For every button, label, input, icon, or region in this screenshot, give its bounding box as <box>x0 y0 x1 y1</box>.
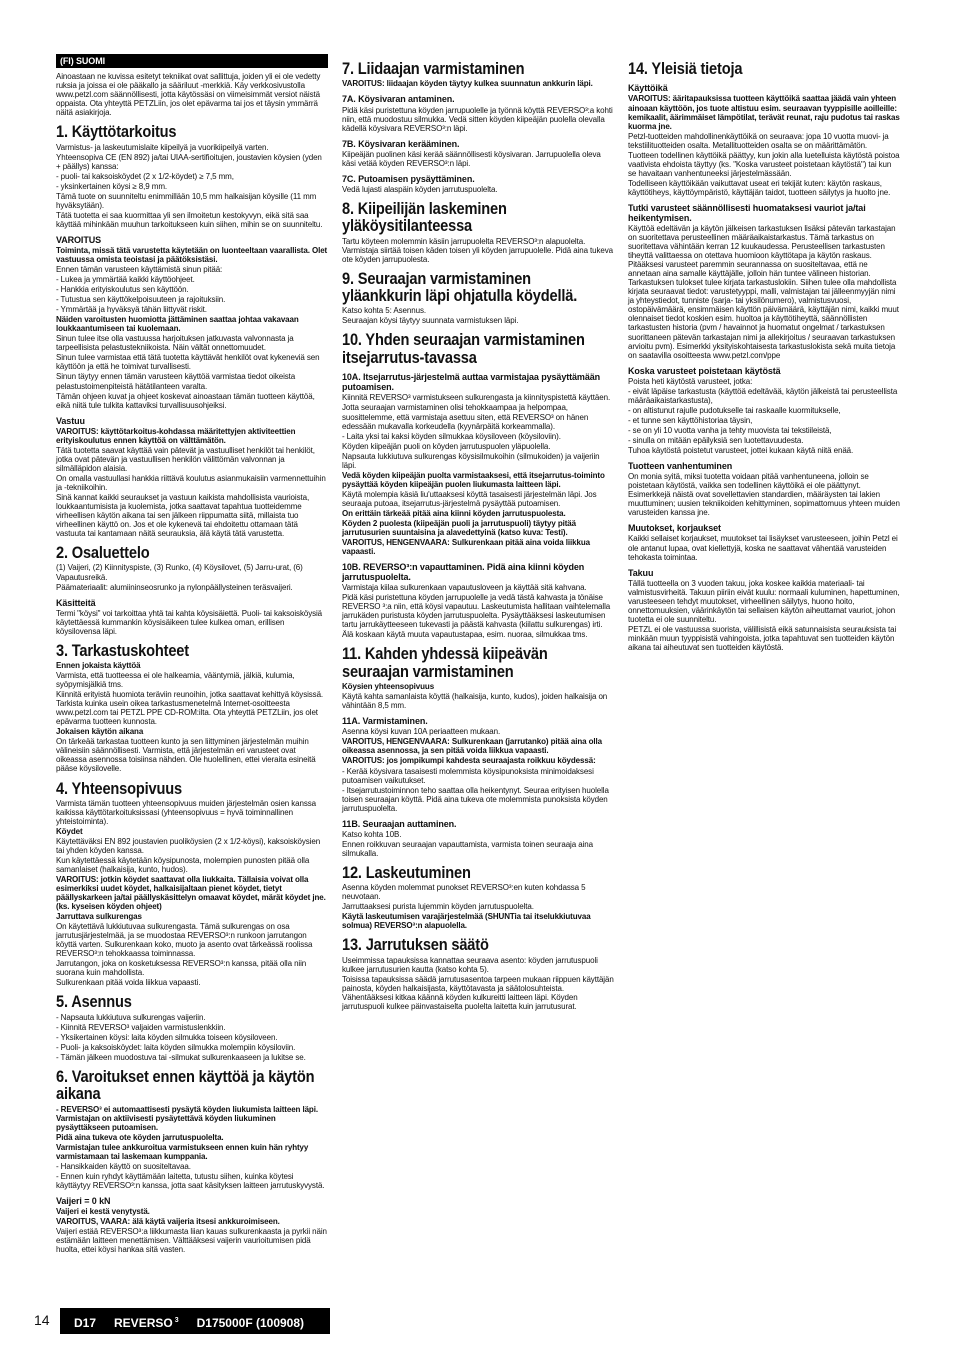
subsection-heading: Muutokset, korjaukset <box>628 523 721 534</box>
subsection-heading: 7C. Putoamisen pysäyttäminen. <box>342 173 475 184</box>
section <box>342 936 614 1011</box>
page-number: 14 <box>34 1312 50 1328</box>
page-footer <box>34 1308 334 1334</box>
paragraph: - yksinkertainen köysi ≥ 8,9 mm. <box>56 181 168 191</box>
section <box>342 139 614 168</box>
paragraph: Pidä aina tukeva ote köyden jarrutuspuolelta. <box>56 1132 224 1142</box>
paragraph: VAROITUS: jos jompikumpi kahdesta seuraajasta roikkuu köydessä: <box>342 756 596 766</box>
paragraph: Käyttöä edeltävän ja käytön jälkeisen tarkastuksen lisäksi pätevän tarkastajan on suoritettava perusteellinen määräaikaistarkastus. Tämä tarkastus on suoritettava vähintään kerran 12 kuukaudessa. Perusteellisen tarkastusten tiheyttä valittaessa on otettava huomioon käyttötapa ja käytön raskaus. Pitääksesi varusteet paremmin seurannassa on suositeltavaa, että ne annetaan aina samalle käyttäjälle, jolloin hän tuntee välineen historian. Tarkastuksen tulokset tulee kirjata tarkastuslokiin. Siihen tulee olla mahdollista kirjata seuraavat tiedot: varustetyyppi, malli, valmistajan tai jälleenmyyjän nimi ja yhteystiedot, tunniste (sarja- tai yksilönumero), valmistusvuosi, ostopäivämäärä, ensimmäisen käyttön päivämäärä, käyttäjän nimi, kaikki muut olennaiset tiedot koskien esim. huoltoa ja käyttötiheyttä, säännöllisten tarkastusten historia (pvm / havainnot ja huomatut ongelmat / tarkastuksen suorittaneen pätevän tarkastajan nimi ja allekirjoitus / seuraavan tarkastuksen arvioitu pvm). Esimerkki yksityiskohtaisesta tarkastuslokista sekä muita tietoja on saatavilla osoitteesta www.petzl.com/ppe <box>628 224 899 360</box>
paragraph: - Laita yksi tai kaksi köyden silmukkaa köysiloveen (köysiloviin). <box>342 431 561 441</box>
section <box>56 642 328 774</box>
paragraph: Toisissa tapauksissa säädä jarrutusasentoa tarpeen mukaan riippuen käyttäjän painosta, köyden halkaisijasta, käyttötavasta ja säätolosuhteista. Vähentääksesi kitkaa käännä köyden kulkureitti laitteen läpi. Köyden jarrutuspuoli kulkee päinvastaiselta puolelta laitetta kuin jarrutusurat. <box>342 974 614 1011</box>
section <box>628 60 900 77</box>
paragraph: Köydet <box>56 826 83 836</box>
paragraph: - on altistunut rajulle pudotukselle tai raskaalle kuormitukselle, <box>628 405 841 415</box>
subsection-heading: Käsitteitä <box>56 597 96 608</box>
paragraph: - Napsauta lukkiutuva sulkurengas vaijeriin. <box>56 1012 206 1022</box>
paragraph: Jarruttaaksesi purista lujemmin köyden jarrutuspuolelta. <box>342 902 534 912</box>
section <box>56 780 328 988</box>
paragraph: Käytä laskeutumisen varajärjestelmää (SHUNTia tai itselukkiutuvaa solmua) REVERSO³:n alapuolella. <box>342 912 591 931</box>
paragraph: Poista heti käytöstä varusteet, jotka: <box>628 376 753 386</box>
section <box>342 716 614 812</box>
paragraph: Kiipeäjän puolinen käsi kerää säännöllisesti köysivaran. Jarrupuolella oleva käsi vetää köyden REVERSO³:n läpi. <box>342 149 601 168</box>
column-2 <box>342 54 614 1017</box>
paragraph: Asenna köyden molemmat punokset REVERSO³:en kuten kohdassa 5 neuvotaan. <box>342 883 586 902</box>
subsection-heading: Tutki varusteet säännöllisesti huomataksesi vauriot ja/tai heikentymisen. <box>628 202 866 223</box>
paragraph: VAROITUS: jotkin köydet saattavat olla liukkaita. Tällaisia voivat olla esimerkiksi uudet köydet, halkaisijaltaan pienet köydet, tietyt päällyskarkeen ja/tai päällyskäsittelyn omaavat köydet, märät köydet jne. (ks. kyseisen köyden ohjeet) <box>56 875 326 912</box>
section <box>56 993 328 1061</box>
paragraph: Köyden 2 puolesta (kiipeäjän puoli ja jarrutuspuoli) täytyy pitää jarrutusurien suuntaisina ja alavedettyinä (katso kuva: Testi). <box>342 518 576 537</box>
paragraph: Käytettäväksi EN 892 joustavien puoliköysien (2 x 1/2-köysi), kaksoisköysien tai yhden köyden kanssa. <box>56 836 321 855</box>
paragraph: Pidä käsi puristettuna köyden jarrupuolelle ja työnnä köyttä REVERSO³:a kohti niin, että muodostuu silmukka. Vedä sitten köyden kiipeäjän puolella olevalla kädellä köysivara REVERSO³:n läpi. <box>342 105 613 133</box>
section-heading: 9. Seuraajan varmistaminen yläankkurin läpi ohjatulla köydellä. <box>342 268 578 306</box>
intro-text: Ainoastaan ne kuvissa esitetyt tekniikat ovat sallittuja, joiden yli ei ole vedetty ruksia ja joissa ei ole pääkallo ja sääriluut -merkkiä. Käy verkkosivustolla www.petzl.com säännöllisesti, jotta käytössäsi on viimeisimmät versiot näistä oppaista. Ota yhteyttä PETZLiin, jos olet epävarma tai jos et täysin ymmärrä näitä asiakirjoja. <box>56 72 321 118</box>
subsection-heading: Käyttöikä <box>628 83 668 94</box>
paragraph: Napsauta lukkiutuva sulkurengas köysisilmukoihin (silmukoiden) ja vaijeriin läpi. <box>342 451 600 470</box>
paragraph: - Puoli- ja kaksoisköydet: laita köyden silmukka molempiin köysiloviin. <box>56 1042 296 1052</box>
section <box>628 203 900 360</box>
paragraph: Katso kohta 5: Asennus. <box>342 306 426 316</box>
subsection-heading: 10B. REVERSO³:n vapauttaminen. Pidä aina kiinni köyden jarrutuspuolelta. <box>342 561 585 583</box>
paragraph: Älä koskaan käytä muuta vapautustapaa, esim. nuoraa, silmukkaa tms. <box>342 630 588 640</box>
paragraph: Yhteensopiva CE (EN 892) ja/tai UIAA-sertifioitujen, joustavien köysien (yden + päällys) kanssa: <box>56 152 322 171</box>
column-3 <box>628 54 900 658</box>
paragraph: Katso kohta 10B. <box>342 829 402 839</box>
paragraph: Vedä lujasti alaspäin köyden jarrutuspuolelta. <box>342 184 498 194</box>
paragraph: Varmista, että tuotteessa ei ole halkeamia, vääntymiä, jälkiä, kulumia, syöpymisjälkiä tms. <box>56 671 295 690</box>
paragraph: - Kiinnitä REVERSO³ valjaiden varmistuslenkkiin. <box>56 1022 226 1032</box>
footer-bar <box>60 1308 330 1334</box>
section <box>56 235 328 410</box>
footer-product <box>114 1316 179 1330</box>
paragraph: VAROITUS, VAARA: älä käytä vaijeria itsesi ankkuroimiseen. <box>56 1217 280 1227</box>
section <box>342 60 614 88</box>
subsection-heading: 11B. Seuraajan auttaminen. <box>342 818 457 829</box>
paragraph: Pidä käsi puristettuna köyden jarrupuolelle ja vedä tästä kahvasta ja tönäise REVERSO ³:a niin, että köysi vapautuu. Laskeutumista hallitaan vaihtelemalla jarrukäden puristusta köyden jarrutuspuolelta. Pysäyttääksesi laskeutumisen tartu jarrukäytteeseen tukevasti ja päästä kahvasta (kiilattu sulkurengas) irti. <box>342 593 611 630</box>
paragraph: Sinun tulee itse olla vastuussa harjoituksen jatkuvasta valvonnasta ja tarpeellisista pelastustekniikoista. Näin vältät onnettomuudet. <box>56 334 294 353</box>
paragraph: Asenna köysi kuvan 10A periaatteen mukaan. <box>342 727 501 737</box>
paragraph: Todelliseen käyttöikään vaikuttavat useat eri tekijät kuten: käytön raskaus, käyttötiheys, käyttöympäristö, käyttäjän taidot, tuotteen säilytys ja huolto jne. <box>628 178 891 197</box>
paragraph: Sinä kannat kaikki seuraukset ja vastuun kaikista mahdollisista vaurioista, loukkaantumisista ja kuolemista, jotka saattavat tapahtua tuotteidemme virheellisen käytön aikana tai sen jälkeen riippumatta siitä, millaista tuo virheellinen käyttö on. Jos et ole kykenevä tai ehdoitettu ottamaan tätä vastuuta tai kantamaan näitä seurauksia, älä käytä tätä varustetta. <box>56 492 310 539</box>
paragraph: VAROITUS: ääritapauksissa tuotteen käyttöikä saattaa jäädä vain yhteen ainoaan käyttöön, jos tuote altistuu esim. seuraavan tyyppisille aoilleille: kemikaalit, äärimmäiset lämpötilat, terävät reunat, raju pudotus tai raskas kuorma jne. <box>628 94 900 131</box>
section <box>342 94 614 132</box>
section-heading: 8. Kiipeilijän laskeminen yläköysitilanteessa <box>342 199 507 236</box>
section-heading: 10. Yhden seuraajan varmistaminen itsejarrutus-tavassa <box>342 330 585 367</box>
paragraph: - Itsejarrutustoiminnon teho saattaa olla heikentynyt. Seuraa erityisen huolella toisen seuraajan köyttä. Pidä aina tukeva ote molemmista punoksista köyden jarrutuspuolelta. <box>342 785 609 813</box>
section-heading: 3. Tarkastuskohteet <box>56 640 189 660</box>
paragraph: Varmista tämän tuotteen yhteensopivuus muiden järjestelmän osien kanssa kaikissa käyttötarkoituksissasi (yhteensopivuus = hyvä toiminnallinen yhteistoiminta). <box>56 798 317 826</box>
paragraph: - Ymmärtää ja hyväksyä tähän liittyvät riskit. <box>56 305 207 315</box>
paragraph: Tuotteen todellinen käyttöikä päättyy, kun jokin alla luetelluista käytöstä poistoa vaativista ehdoista täyttyy (ks. "Koska varusteet poistetaan käytöstä") tai kun se havaitaan vanhentuneeksi järjestelmässään. <box>628 150 900 178</box>
paragraph: - Ennen kuin ryhdyt käyttämään laitetta, tutustu siihen, kuinka köytesi käyttäytyy REVERSO³:n kanssa, jotta saat käsityksen laitteen jarrutuskyvystä. <box>56 1171 325 1190</box>
section <box>628 83 900 197</box>
paragraph: Tätä tuotetta ei saa kuormittaa yli sen ilmoitetun kestokyvyn, eikä sitä saa käyttää mihinkään muuhun tarkoitukseen kuin siihen, mihin se on suunniteltu. <box>56 210 323 229</box>
paragraph: - Kerää köysivara tasaisesti molemmista köysipunoksista minimoidaksesi putoamisen vaikutukset. <box>342 766 594 785</box>
subsection-heading: 7B. Köysivaran kerääminen. <box>342 138 460 149</box>
paragraph: Tämän ohjeen kuvat ja ohjeet koskevat ainoastaan tämän tuotteen käyttöä, eikä niitä tule tulkita kattaviksi turvallisuusohjeiksi. <box>56 391 315 410</box>
paragraph: Jotta seuraajan varmistaminen olisi tehokkaampaa ja helpompaa, suosittelemme, että varmistaja asettuu siten, että REVERSO³ on hänen edessään mukavalla korkeudella (kyynärpäitä korkeammalla). <box>342 403 589 431</box>
section-heading: 5. Asennus <box>56 992 132 1012</box>
section-heading: 6. Varoitukset ennen käyttöä ja käytön aikana <box>56 1066 315 1104</box>
paragraph: Käytä kahta samanlaista köyttä (halkaisija, kunto, kudos), joiden halkaisija on vähintään 8,5 mm. <box>342 692 608 711</box>
paragraph: - Hansikkaiden käyttö on suositeltavaa. <box>56 1161 191 1171</box>
paragraph: Näiden varoitusten huomiotta jättäminen saattaa johtaa vakavaan loukkaantumiseen tai kuolemaan. <box>56 315 299 334</box>
subsection-heading: Tuotteen vanhentuminen <box>628 461 733 472</box>
section <box>342 331 614 366</box>
section <box>628 366 900 455</box>
paragraph: - Lukea ja ymmärtää kaikki käyttöohjeet. <box>56 275 195 285</box>
paragraph: On omalla vastuullasi hankkia riittävä koulutus asianmukaisiin varmennettuihin ja -tekniikoihin. <box>56 473 326 492</box>
section-heading: 2. Osaluettelo <box>56 543 150 563</box>
section <box>342 372 614 556</box>
paragraph: Vedä köyden kiipeäjän puolta varmistaaksesi, että itsejarrutus-toiminto pysäyttää köyden kiipeäjän puolen liukumasta laitteen läpi. <box>342 470 605 489</box>
col2-sections <box>342 60 614 1011</box>
paragraph: - Tämän jälkeen muodostuva tai -silmukat sulkurenkaaseen ja lukitse se. <box>56 1052 306 1062</box>
paragraph: Vaijeri ei kestä venytystä. <box>56 1207 150 1217</box>
paragraph: Varmistajan tulee ankkuroitua varmistukseen ennen kuin hän ryhtyy varmistamaan tai laskemaan kumppania. <box>56 1142 309 1161</box>
section <box>342 819 614 858</box>
paragraph: (1) Vaijeri, (2) Kiinnityspiste, (3) Runko, (4) Köysilovet, (5) Jarru-urat, (6) Vapautusreikä. <box>56 563 303 582</box>
paragraph: Päämateriaalit: alumiininseosrunko ja nylonpäällysteinen teräsvaijeri. <box>56 582 293 592</box>
paragraph: Kiinnitä REVERSO³ varmistukseen sulkurengasta ja kiinnityspistettä käyttäen. <box>342 393 611 403</box>
paragraph: Jarruttava sulkurengas <box>56 912 142 922</box>
language-label: (FI) SUOMI <box>56 54 328 68</box>
paragraph: Sinun täytyy ennen tämän varusteen käyttöä varmistaa tiedot oikeista pelastustoimenpiteistä hätätilanteen varalta. <box>56 372 296 391</box>
section-heading: 14. Yleisiä tietoja <box>628 59 743 78</box>
paragraph: Seuraajan köysi täytyy suunnata varmistuksen läpi. <box>342 316 519 326</box>
paragraph: Varmistus- ja laskeutumislaite kiipeilyä ja vuorikiipeilyä varten. <box>56 142 269 152</box>
paragraph: Jokaisen käytön aikana <box>56 727 144 737</box>
col1-sections <box>56 123 328 1254</box>
paragraph: VAROITUS, HENGENVAARA: Sulkurenkaan (jarrutanko) pitää aina olla oikeassa asennossa, ja sen pitää voida liikkua vapaasti. <box>342 737 603 756</box>
section <box>56 1196 328 1254</box>
paragraph: - Hankkia erityiskoulutus sen käyttöön. <box>56 285 189 295</box>
paragraph: VAROITUS: liidaajan köyden täytyy kulkea suunnatun ankkurin läpi. <box>342 79 593 89</box>
paragraph: On käytettävä lukkiutuvaa sulkurengasta. Tämä sulkurengas on osa jarrutusjärjestelmää, ja se muodostaa REVERSO³:n runkoon jarrutangon köyttä varten. Sulkurenkaan koko, muoto ja asento ovat tärkeässä roolissa REVERSO³:n tehokkaassa toiminnassa. <box>56 922 313 959</box>
paragraph: - Yksikertainen köysi: laita köyden silmukka toiseen köysiloveen. <box>56 1032 278 1042</box>
section <box>342 270 614 326</box>
paragraph: Kiinnitä erityistä huomiota teräviin reunoihin, jotka saattavat kehittyä köysissä. Tarkista kuinka usein oikea tarkastusmenetelmä Internet-osoitteesta www.petzl.com tai PETZL PPE CD-ROM:ilta. Ota yhteyttä PETZLiin, jos olet epävarma tuotteen kunnosta. <box>56 690 324 727</box>
paragraph: Vaijeri estää REVERSO³:a liikkumasta liian kauas sulkurenkaasta ja pyrkii näin estämään laitteen menettämisen. Välttääksesi vaijerin vaurioitumisen pidä huolta, ettei köysi hankaa sitä vasten. <box>56 1227 327 1255</box>
section <box>342 174 614 194</box>
section <box>56 598 328 636</box>
col3-sections <box>628 60 900 652</box>
paragraph: Toiminta, missä tätä varustetta käytetään on luonteeltaan vaarallista. Olet vastuussa omista teoistasi ja päätöksistäsi. <box>56 246 328 265</box>
subsection-heading: VAROITUS <box>56 234 102 245</box>
paragraph: Tuhoa käytöstä poistetut varusteet, jottei kukaan käytä niitä enää. <box>628 445 854 455</box>
footer-product-name: REVERSO <box>114 1316 173 1330</box>
section-heading: 13. Jarrutuksen säätö <box>342 935 489 955</box>
subsection-heading: Vaijeri = 0 kN <box>56 1195 111 1206</box>
section <box>56 544 328 591</box>
paragraph: Petzl-tuotteiden mahdollinenkäyttöikä on seuraava: jopa 10 vuotta muovi- ja tekstiilituotteiden osalta. Metallituotteiden osalta se on määrittämätön. <box>628 131 889 150</box>
paragraph: VAROITUS: käyttötarkoitus-kohdassa määritettyjen aktiviteettien erityiskoulutus ennen käyttöä on välttämätön. <box>56 426 296 445</box>
paragraph: Sulkurenkaan pitää voida liikkua vapaasti. <box>56 978 201 988</box>
paragraph: Käytä molempia käsiä liu'uttaaksesi köyttä tasaisesti järjestelmän läpi. Jos seuraaja putoaa, itsejarrutus-järjestelmä pysäyttää putoamisen. <box>342 489 597 508</box>
paragraph: Useimmissa tapauksissa kannattaa seuraava asento: köyden jarrutuspuoli kulkee jarrutusurien kautta (katso kohta 5). <box>342 955 598 974</box>
paragraph: Ennen roikkuvan seuraajan vapauttamista, varmista toinen seuraaja aina silmukalla. <box>342 839 593 858</box>
paragraph: Kun käytettäessä käytetään köysipunosta, molempien punosten pitää olla samanlaiset (halkaisija, kunto, hudos). <box>56 856 310 875</box>
paragraph: - puoli- tai kaksoisköydet (2 x 1/2-köydet) ≥ 7,5 mm, <box>56 171 234 181</box>
section <box>342 645 614 710</box>
section <box>56 1068 328 1190</box>
paragraph: Varmistaja kiilaa sulkurenkaan vapautusloveen ja käyttää sitä kahvana. <box>342 583 587 593</box>
subsection-heading: 11A. Varmistaminen. <box>342 716 428 727</box>
paragraph: - Tutustua sen käyttökelpoisuuteen ja rajoituksiin. <box>56 295 226 305</box>
paragraph: On erittäin tärkeää pitää aina kiinni köyden jarrutuspuolesta. <box>342 508 566 518</box>
paragraph: Ennen tämän varusteen käyttämistä sinun pitää: <box>56 265 223 275</box>
section <box>342 864 614 930</box>
section-heading: 4. Yhteensopivuus <box>56 778 182 798</box>
section <box>56 416 328 539</box>
subsection-heading: Vastuu <box>56 415 85 426</box>
paragraph: Termi "köysi" voi tarkoittaa yhtä tai kahta köysisäiettä. Puoli- tai kaksoisköysiä käytettäessä kummankin köysisäikeen tulee kulkea oman, erillisen köysilovensa läpi. <box>56 608 323 636</box>
paragraph: VAROITUS, HENGENVAARA: Sulkurenkaan pitää aina voida liikkua vapaasti. <box>342 537 590 556</box>
section <box>56 123 328 229</box>
paragraph: PETZL ei ole vastuussa suorista, välillisistä eikä satunnaisista seurauksista tai minkään muun tyyppisistä vahingoista, jotka tapahtuvat sen tuotteiden käytön aikana tai aiheutuvat sen tuotteiden käytöstä. <box>628 624 897 652</box>
section <box>342 200 614 264</box>
paragraph: Köysien yhteensopivuus <box>342 682 435 692</box>
section <box>628 523 900 561</box>
footer-product-sup: 3 <box>174 1317 179 1324</box>
subsection-heading: 10A. Itsejarrutus-järjestelmä auttaa varmistajaa pysäyttämään putoamisen. <box>342 372 601 393</box>
paragraph: Jarrutangon, joka on kosketuksessa REVERSO³:n kanssa, pitää olla niin suorana kuin mahdollista. <box>56 959 307 978</box>
paragraph: On tärkeää tarkastaa tuotteen kunto ja sen liittyminen järjestelmän muihin välineisiin säännöllisesti. Varmista, että järjestelmän eri varusteet ovat oikeassa asennossa toisiinsa nähden. Ole huolellinen, ettei vieraita esineitä pääse köysilovelle. <box>56 737 316 774</box>
paragraph: Tätä tuotetta saavat käyttää vain pätevät ja vastuulliset henkilöt tai henkilöt, jotka ovat pätevän ja vastuullisen henkilön välittömän valvonnan ja silmälläpidon alaisia. <box>56 445 315 473</box>
footer-doc: D175000F (100908) <box>196 1316 305 1330</box>
paragraph: Tartu köyteen molemmin käsiin jarrupuolelta REVERSO³:n alapuolelta. Varmistaja siirtää toisen käden toisen yli köyden jarrupuolelle. Pidä aina tukeva ote köyden jarrupuolesta. <box>342 236 614 264</box>
paragraph: - sinulla on mitään epäilyksiä sen luotettavuudesta. <box>628 435 804 445</box>
paragraph: - et tunne sen käyttöhistoriaa täysin, <box>628 415 753 425</box>
paragraph: Sinun tulee varmistaa että tätä tuotetta käyttävät henkilöt ovat kykeneviä sen käyttöön ja että he toimivat turvallisesti. <box>56 353 320 372</box>
paragraph: Tämä tuote on suunniteltu enimmillään 10,5 mm halkaisijan köysille (11 mm hyväksytään). <box>56 191 317 210</box>
paragraph: Ennen jokaista käyttöä <box>56 661 141 671</box>
paragraph: - se on yli 10 vuotta vanha ja tehty muovista tai tekstiileistä, <box>628 425 832 435</box>
section-heading: 12. Laskeutuminen <box>342 862 471 882</box>
paragraph: Tällä tuotteella on 3 vuoden takuu, joka koskee kaikkia materiaali- tai valmistusvirheitä. Takuun piiriin eivät kuulu: normaali kuluminen, hapettuminen, varusteeseen tehdyt muutokset, virheellinen säilytys, huono hoito, onnettomuuksien, väärinkäytön tai sellaisen käytön aiheuttamat vauriot, johon tuotetta ei ole suunniteltu. <box>628 578 900 624</box>
footer-code: D17 <box>74 1316 97 1330</box>
section-heading: 7. Liidaajan varmistaminen <box>342 59 525 78</box>
paragraph: On monia syitä, miksi tuotetta voidaan pitää vanhentuneena, jolloin se poistetaan käytöstä, vaikka sen todellinen käyttöikä ei ole päättynyt. Esimerkkejä näistä ovat sovellettavien standardien, määräysten tai lakien muuttuminen; uusien tekniikoiden kehittyminen, sopimattomuus yhteen muiden varusteiden kanssa jne. <box>628 472 900 518</box>
subsection-heading: Koska varusteet poistetaan käytöstä <box>628 365 781 376</box>
subsection-heading: 7A. Köysivaran antaminen. <box>342 94 455 105</box>
section-heading: 1. Käyttötarkoitus <box>56 122 177 142</box>
section <box>342 562 614 640</box>
subsection-heading: Takuu <box>628 567 654 578</box>
section <box>628 568 900 652</box>
section <box>628 461 900 517</box>
paragraph: Kaikki sellaiset korjaukset, muutokset tai lisäykset varusteeseen, joihin Petzl ei ole antanut lupaa, ovat kiellettyjä, koska ne saattavat vähentää varusteiden tehokasta toimintaa. <box>628 534 898 562</box>
section-heading: 11. Kahden yhdessä kiipeävän seuraajan varmistaminen <box>342 644 548 681</box>
paragraph: - REVERSO³ ei automaattisesti pysäytä köyden liukumista laitteen läpi. Varmistajan on aktiivisesti pysäytettävä köyden liukuminen pysäyttäkseen putoamisen. <box>56 1104 318 1132</box>
column-1 <box>56 54 328 1260</box>
paragraph: Köyden kiipeäjän puoli on köyden jarrutuspuolen yläpuolella. <box>342 441 551 451</box>
paragraph: - eivät läpäise tarkastusta (käyttöä edeltävää, käytön jälkeistä tai perusteellista määräaikaistarkastusta), <box>628 386 898 405</box>
